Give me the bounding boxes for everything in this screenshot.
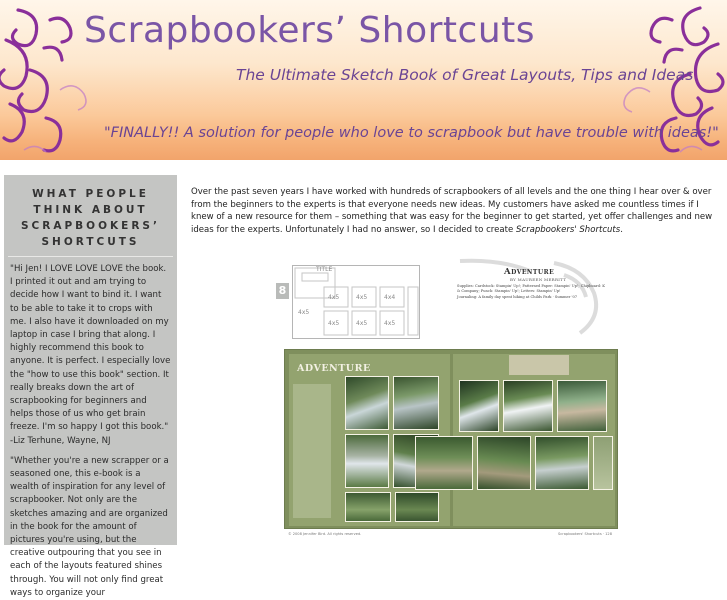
sidebar-heading: WHAT PEOPLE THINK ABOUT SCRAPBOOKERS’ SHORTCUTS <box>21 188 160 248</box>
sketch-supplies: Supplies: Cardstock: Stampin' Up!; Patterned Paper: Stampin' Up!; Chipboard: K & Company; Punch: Stampin' Up!; Letters: Stampin' Up! <box>457 284 605 293</box>
sketch-byline: BY MAUREEN MERRITT <box>510 277 567 282</box>
sketch-cell-label: 4x5 <box>298 309 310 316</box>
sketch-cell-label: 4x5 <box>328 320 340 327</box>
intro-text: Over the past seven years I have worked with hundreds of scrapbookers of all levels and the one thing I hear over & over from the beginners to the experts is that everyone needs new ideas. My customers have asked me countless times if I knew of a new resource for them – something that was easy for the beginner to get started, yet offer challenges and new ideas for the experts. Unfortunately I had no answer, so I decided to create <box>191 187 713 235</box>
layout-photo <box>415 436 473 490</box>
layout-photo <box>593 436 613 490</box>
layout-photo <box>395 492 439 522</box>
layout-photo <box>477 436 531 490</box>
layout-photo <box>557 380 607 432</box>
layout-copyright: © 2008 Jennifer Bird. All rights reserved. <box>288 532 362 536</box>
layout-photo <box>459 380 499 432</box>
sketch-cell-label: 4x4 <box>384 294 396 301</box>
site-title: Scrapbookers’ Shortcuts <box>84 10 536 51</box>
layout-footer <box>284 531 618 541</box>
layout-photo <box>503 380 553 432</box>
layout-page-ref: Scrapbookers' Shortcuts · 128 <box>557 532 612 536</box>
layout-journal-strip <box>293 384 331 518</box>
testimonial-2: "Whether you're a new scrapper or a seasoned one, this e-book is a wealth of inspiration for any level of scrapbooker. Not only are the sketches amazing and are organized in the book for the amount of pictures you're using, but the creative outpouring that you see in each of the layouts featured shines through. You will not only find great ways to organize your <box>10 455 169 598</box>
sketch-layout-title: Adventure <box>504 267 555 277</box>
sketch-cell-label: 4x5 <box>384 320 396 327</box>
layout-photo <box>393 376 439 430</box>
sketch-title-box: TITLE <box>316 266 333 273</box>
header-banner <box>0 0 727 160</box>
banner-divider <box>0 160 727 168</box>
layout-photo <box>345 434 389 488</box>
sidebar-divider <box>8 256 173 257</box>
sketch-journaling: Journaling: A family day spent hiking at Childs Park · Summer '07 <box>457 295 578 299</box>
intro-book-title: Scrapbookers' Shortcuts <box>515 224 621 235</box>
layout-photo <box>345 492 391 522</box>
sketch-cell-label: 4x5 <box>356 294 368 301</box>
sketch-grid <box>292 265 420 339</box>
sketch-number: 8 <box>276 283 289 299</box>
layout-photo <box>535 436 589 490</box>
sample-layout-image <box>284 349 618 529</box>
site-subtitle: The Ultimate Sketch Book of Great Layouts, Tips and Ideas <box>236 66 694 84</box>
site-tagline: "FINALLY!! A solution for people who love to scrapbook but have trouble with ideas!" <box>104 125 719 141</box>
layout-title: ADVENTURE <box>297 363 371 374</box>
testimonial-1: "Hi Jen! I LOVE LOVE LOVE the book. I printed it out and am trying to decide how I want to bind it. I want to be able to take it to crops with me. I also have it downloaded on my laptop in case I bring that along. I highly recommend this book to anyone. It is perfect. I especially love the "how to use this book" section. It really breaks down the art of scrapbooking for beginners and helps those of us who get brain freeze. I'm so happy I got this book." -Liz Terhune, Wayne, NJ <box>10 264 171 446</box>
intro-end: . <box>620 224 623 235</box>
layout-photo <box>345 376 389 430</box>
testimonials-sidebar <box>4 175 177 598</box>
sketch-card <box>274 257 614 345</box>
layout-tag <box>509 355 569 375</box>
sketch-cell-label: 4x5 <box>328 294 340 301</box>
intro-paragraph <box>191 186 719 236</box>
sketch-cell-label: 4x5 <box>356 320 368 327</box>
